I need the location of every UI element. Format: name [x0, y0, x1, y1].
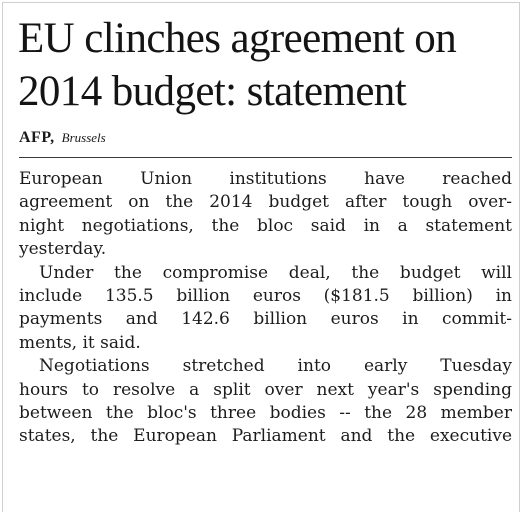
body-line: Under the compromise deal, the budget will	[39, 262, 512, 283]
headline-line-2: 2014 budget: statement	[18, 68, 407, 115]
body-line: states, the European Parliament and the executive	[19, 426, 512, 447]
byline-agency: AFP,	[19, 129, 55, 146]
body-line: hours to resolve a split over next year's spending	[19, 379, 512, 400]
body-line: European Union institutions have reached	[19, 169, 512, 189]
byline	[19, 128, 106, 148]
byline-divider	[19, 157, 512, 158]
body-line: ments, it said.	[19, 332, 141, 353]
body-line: agreement on the 2014 budget after tough over-	[19, 192, 512, 213]
body-line: Negotiations stretched into early Tuesday	[39, 356, 512, 377]
body-line: between the bloc's three bodies -- the 28 member	[19, 402, 512, 423]
byline-city: Brussels	[61, 130, 106, 145]
body-line: night negotiations, the bloc said in a statement	[19, 215, 512, 236]
headline	[18, 12, 518, 118]
headline-line-1: EU clinches agreement on	[18, 15, 457, 62]
body-line: include 135.5 billion euros ($181.5 billion) in	[19, 285, 512, 306]
body-line: payments and 142.6 billion euros in commit-	[19, 309, 512, 330]
article-body	[19, 168, 512, 449]
body-line: yesterday.	[19, 239, 107, 260]
